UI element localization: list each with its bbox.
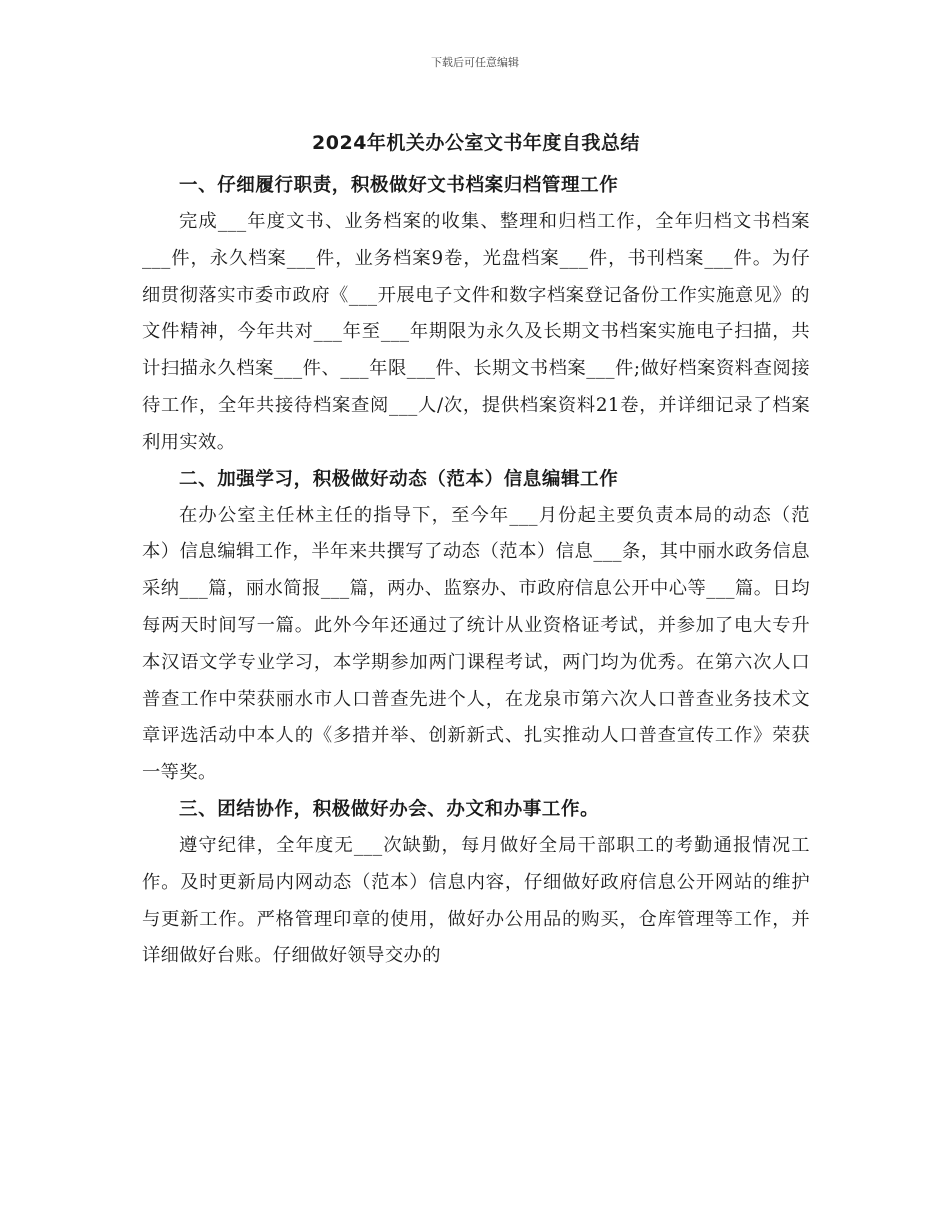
section-paragraph-3: 遵守纪律，全年度无___次缺勤，每月做好全局干部职工的考勤通报情况工作。及时更新局内网动态（范本）信息内容，仔细做好政府信息公开网站的维护与更新工作。严格管理印章的使用，做好办公用品的购买，仓库管理等工作，并详细做好台账。仔细做好领导交办的 (142, 834, 810, 967)
section-paragraph-1: 完成___年度文书、业务档案的收集、整理和归档工作，全年归档文书档案___件，永久档案___件，业务档案9卷，光盘档案___件，书刊档案___件。为仔细贯彻落实市委市政府《___开展电子文件和数字档案登记备份工作实施意见》的文件精神，今年共对___年至___年期限为永久及长期文书档案实施电子扫描，共计扫描永久档案___件、___年限___件、长期文书档案___件;做好档案资料查阅接待工作，全年共接待档案查阅___人/次，提供档案资料21卷，并详细记录了档案利用实效。 (142, 211, 810, 453)
header-note: 下载后可任意编辑 (431, 56, 519, 69)
section-heading-1: 一、仔细履行职责，积极做好文书档案归档管理工作 (179, 175, 619, 196)
document-body (142, 118, 810, 975)
section-heading-2: 二、加强学习，积极做好动态（范本）信息编辑工作 (179, 468, 619, 490)
section-heading-3: 三、团结协作，积极做好办会、办文和办事工作。 (179, 798, 600, 820)
document-title: 2024年机关办公室文书年度自我总结 (312, 132, 640, 154)
section-paragraph-2: 在办公室主任林主任的指导下，至今年___月份起主要负责本局的动态（范本）信息编辑工作，半年来共撰写了动态（范本）信息___条，其中丽水政务信息采纳___篇，丽水简报___篇，两办、监察办、市政府信息公开中心等___篇。日均每两天时间写一篇。此外今年还通过了统计从业资格证考试，并参加了电大专升本汉语文学专业学习，本学期参加两门课程考试，两门均为优秀。在第六次人口普查工作中荣获丽水市人口普查先进个人，在龙泉市第六次人口普查业务技术文章评选活动中本人的《多措并举、创新新式、扎实推动人口普查宣传工作》荣获一等奖。 (142, 504, 810, 784)
